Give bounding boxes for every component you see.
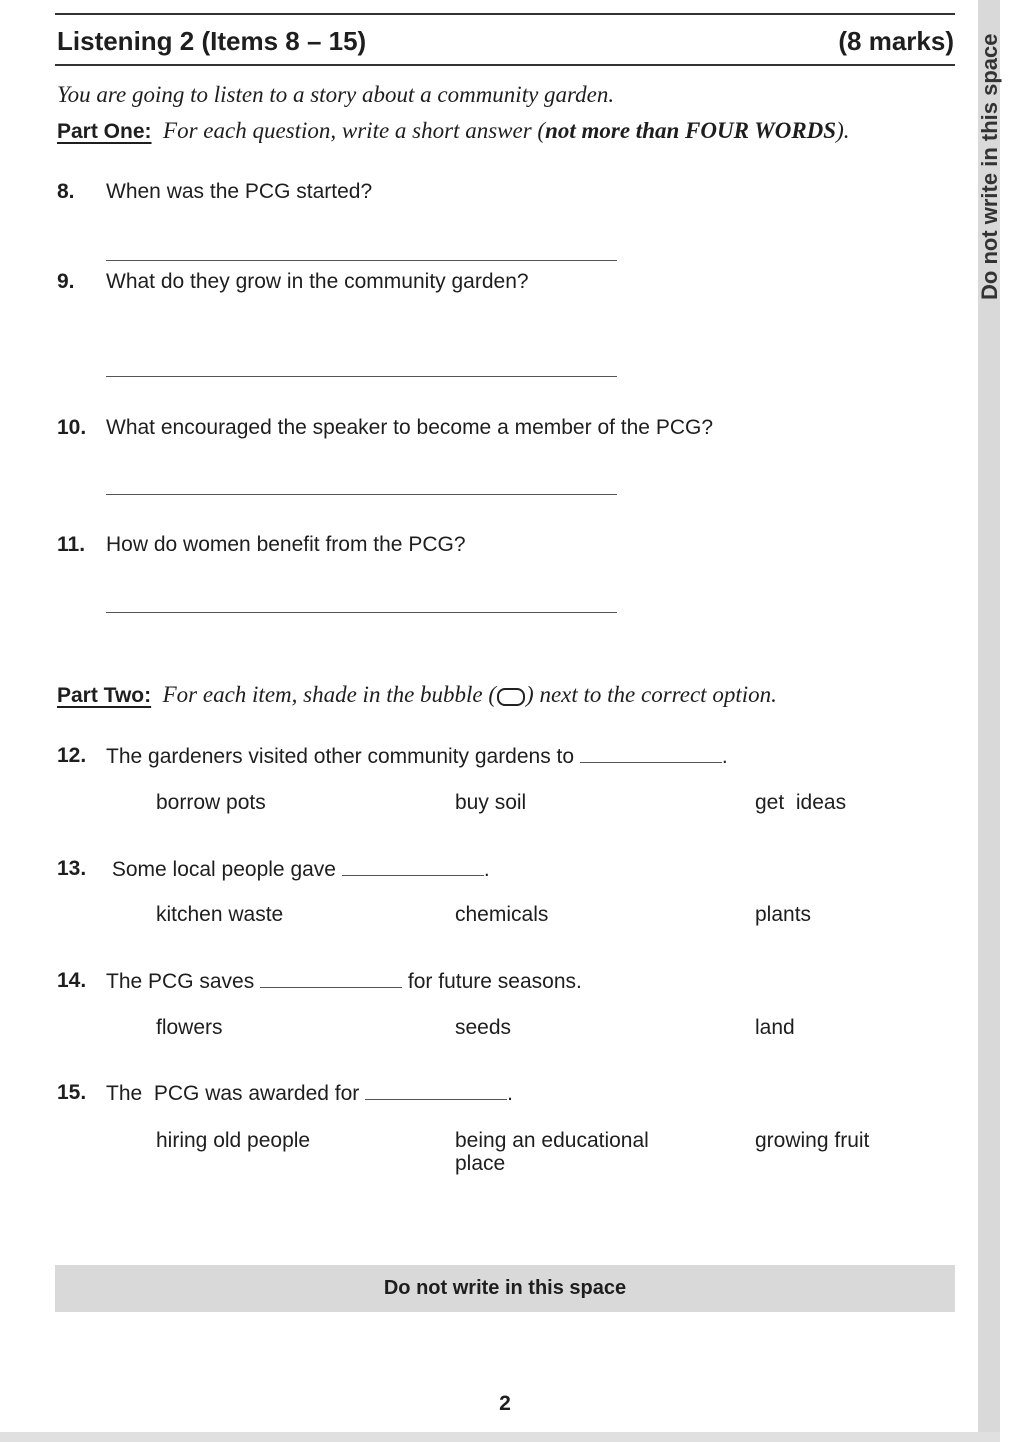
- question-12-option-b[interactable]: buy soil: [455, 791, 527, 814]
- question-12-number: 12.: [57, 744, 87, 767]
- question-8-answer-line[interactable]: [106, 260, 617, 261]
- question-8-text: When was the PCG started?: [106, 180, 373, 203]
- bubble-icon: [497, 688, 525, 706]
- question-15-option-c[interactable]: growing fruit: [755, 1129, 870, 1152]
- question-13-text: [106, 857, 490, 882]
- question-10-text: What encouraged the speaker to become a member of the PCG?: [106, 416, 714, 439]
- question-8-number: 8.: [57, 180, 75, 203]
- part-two-text-post: ) next to the correct option.: [526, 682, 777, 707]
- question-14-blank: [260, 969, 402, 988]
- question-11-answer-line[interactable]: [106, 612, 617, 613]
- part-two-text-pre: For each item, shade in the bubble (: [162, 682, 497, 707]
- question-15-option-b[interactable]: being an educational place: [455, 1129, 649, 1175]
- section-marks: (8 marks): [838, 26, 954, 56]
- question-9-text: What do they grow in the community garden?: [106, 270, 529, 293]
- part-one-label: Part One:: [57, 120, 152, 143]
- question-9-answer-line[interactable]: [106, 376, 617, 377]
- question-13-option-a[interactable]: kitchen waste: [156, 903, 284, 926]
- question-14-option-c[interactable]: land: [755, 1016, 795, 1039]
- section-title: Listening 2 (Items 8 – 15): [57, 26, 367, 56]
- question-12-option-a[interactable]: borrow pots: [156, 791, 266, 814]
- question-15-blank: [365, 1081, 507, 1100]
- question-14-text: [106, 969, 582, 994]
- question-15-text-before: The PCG was awarded for: [106, 1082, 360, 1105]
- part-one-text-bold: not more than FOUR WORDS: [545, 118, 837, 143]
- question-14-option-b[interactable]: seeds: [455, 1016, 512, 1039]
- bottom-edge: [0, 1432, 1000, 1442]
- page-number: 2: [499, 1392, 511, 1415]
- do-not-write-box: [55, 1265, 955, 1312]
- question-14-option-a[interactable]: flowers: [156, 1016, 223, 1039]
- question-9-number: 9.: [57, 270, 75, 293]
- part-one-text-post: ).: [836, 118, 850, 143]
- question-12-blank: [580, 744, 722, 763]
- intro-text: You are going to listen to a story about a community garden.: [57, 82, 615, 107]
- part-two-instruction: [57, 682, 777, 708]
- question-13-text-before: Some local people gave: [106, 858, 336, 881]
- question-15-text-after: .: [507, 1082, 513, 1105]
- part-two-label: Part Two:: [57, 684, 152, 707]
- question-13-option-b[interactable]: chemicals: [455, 903, 549, 926]
- question-14-text-before: The PCG saves: [106, 970, 255, 993]
- question-14-number: 14.: [57, 969, 87, 992]
- question-12-text-before: The gardeners visited other community gardens to: [106, 745, 575, 768]
- question-12-text-after: .: [721, 745, 728, 768]
- question-12-text: [106, 744, 728, 769]
- question-13-blank: [342, 857, 484, 876]
- question-15-text: [106, 1081, 513, 1106]
- question-13-number: 13.: [57, 857, 87, 880]
- question-13-option-c[interactable]: plants: [755, 903, 812, 926]
- top-rule: [55, 13, 955, 15]
- question-14-text-after: for future seasons.: [407, 970, 582, 993]
- question-10-answer-line[interactable]: [106, 494, 617, 495]
- side-margin-note: Do not write in this space: [977, 33, 1002, 300]
- side-margin-strip: [978, 0, 1000, 1442]
- question-11-text: How do women benefit from the PCG?: [106, 533, 466, 556]
- do-not-write-text: Do not write in this space: [383, 1277, 627, 1299]
- question-10-number: 10.: [57, 416, 87, 439]
- part-one-instruction: [57, 118, 850, 144]
- header-rule: [55, 64, 955, 66]
- question-15-number: 15.: [57, 1081, 87, 1104]
- part-one-text-pre: For each question, write a short answer (: [163, 118, 546, 143]
- question-12-option-c[interactable]: get ideas: [755, 791, 847, 814]
- question-11-number: 11.: [57, 533, 86, 556]
- question-13-text-after: .: [483, 858, 490, 881]
- question-15-option-a[interactable]: hiring old people: [156, 1129, 311, 1152]
